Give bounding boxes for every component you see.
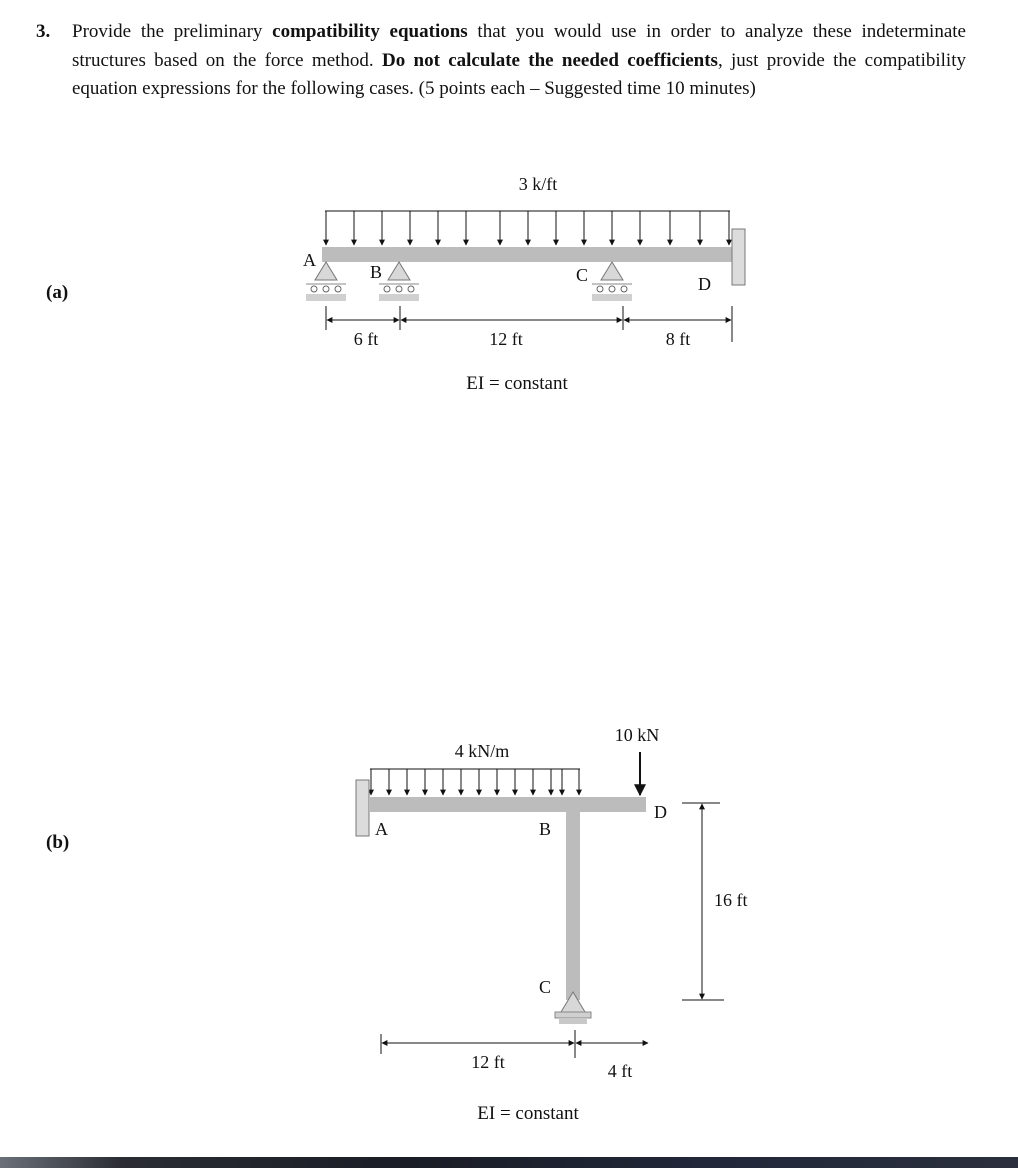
beam-b [369, 797, 646, 812]
roller-support-b [379, 262, 419, 301]
distributed-load-b [370, 769, 580, 795]
node-b-label-b: B [539, 819, 552, 839]
span-3-label-a: 8 ft [665, 329, 691, 349]
span-2-label-b: 4 ft [607, 1061, 633, 1081]
node-d-label-a: D [698, 274, 711, 294]
distributed-load-a [325, 211, 730, 245]
question-bold-2: Do not calculate the needed coefficients [381, 49, 718, 71]
part-b-label: (b) [46, 832, 70, 853]
bottom-edge-strip [0, 1157, 1018, 1168]
question-text-3: , just provide the compatibility equation expressions for the following cases. (5 points each – Suggested time 10 minutes) [72, 49, 966, 99]
point-load-label-b: 10 kN [614, 725, 660, 745]
load-label-a: 3 k/ft [518, 174, 558, 194]
question-text-2: that you would use in order to analyze these indeterminate structures based on the force method. [72, 21, 966, 71]
ei-label-b: EI = constant [477, 1103, 579, 1124]
span-dimensions-b [381, 1030, 648, 1058]
question-bold-1: compatibility equations [272, 21, 468, 42]
diagram-a [303, 174, 745, 394]
beam-a [322, 247, 732, 262]
column-b [566, 812, 580, 1000]
node-c-label-b: C [539, 977, 552, 997]
span-1-label-a: 6 ft [353, 329, 379, 349]
roller-support-c [592, 262, 632, 301]
part-a-label: (a) [46, 282, 69, 303]
span-2-label-a: 12 ft [489, 329, 523, 349]
node-a-label-a: A [303, 250, 316, 270]
node-a-label-b: A [375, 819, 388, 839]
question-text-1: Provide the preliminary [72, 21, 273, 42]
pin-support-c-b [555, 992, 591, 1024]
fixed-support-a-b [356, 780, 369, 836]
node-b-label-a: B [370, 262, 383, 282]
node-c-label-a: C [576, 265, 589, 285]
span-1-label-b: 12 ft [471, 1052, 505, 1072]
node-d-label-b: D [654, 802, 667, 822]
fixed-support-d [732, 229, 745, 285]
height-label-b: 16 ft [714, 890, 748, 910]
question-number: 3. [36, 21, 51, 42]
diagram-b [356, 725, 748, 1124]
ei-label-a: EI = constant [466, 373, 568, 394]
dist-load-label-b: 4 kN/m [454, 741, 510, 761]
